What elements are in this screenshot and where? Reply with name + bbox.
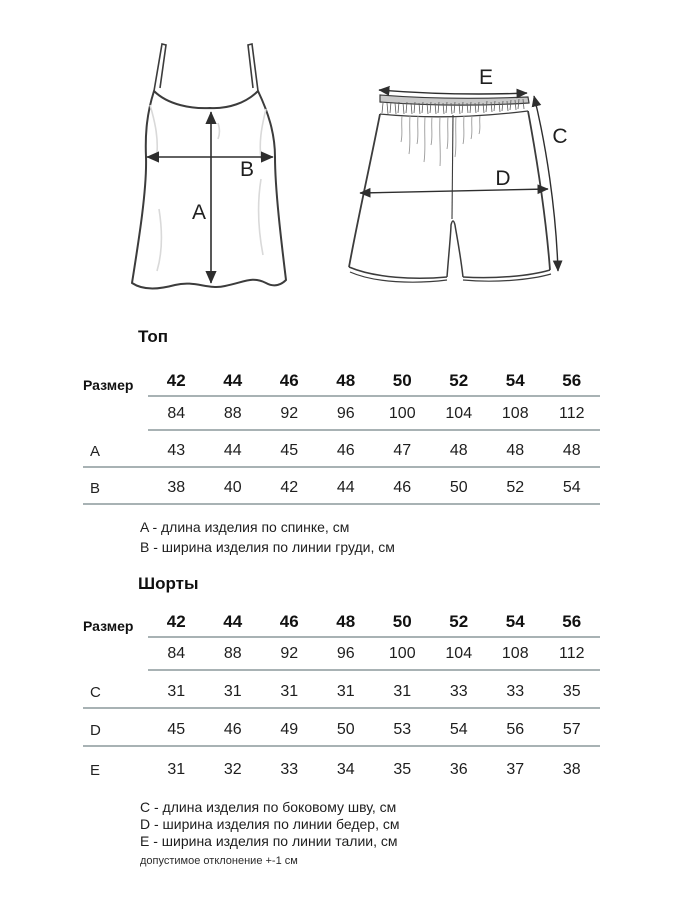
size-header: 50	[392, 371, 412, 390]
shorts-drawing	[330, 53, 595, 315]
chest-value: 96	[336, 645, 355, 662]
row-label: C	[90, 684, 101, 701]
note-b: B - ширина изделия по линии груди, см	[140, 539, 395, 555]
measure-value: 45	[167, 721, 186, 738]
size-header: 44	[223, 371, 243, 390]
size-header: 54	[505, 371, 525, 390]
measure-value: 31	[167, 683, 186, 700]
chest-value: 84	[167, 645, 186, 662]
tolerance-note: допустимое отклонение +-1 см	[140, 855, 298, 867]
shorts-measure-notes	[140, 799, 400, 850]
measure-value: 46	[336, 442, 355, 459]
measure-value: 42	[280, 479, 299, 496]
size-header: 46	[279, 612, 299, 631]
top-measure-notes	[140, 517, 395, 557]
size-header: 48	[336, 371, 356, 390]
chest-value: 92	[280, 405, 299, 422]
top-size-table	[83, 361, 600, 505]
measure-value: 31	[280, 683, 299, 700]
top-row-a	[83, 431, 600, 468]
measure-value: 33	[280, 761, 299, 778]
shorts-label-d: D	[495, 167, 511, 190]
measure-value: 50	[336, 721, 355, 738]
measure-value: 38	[562, 761, 581, 778]
measure-value: 54	[449, 721, 468, 738]
measure-value: 53	[393, 721, 412, 738]
measure-value: 48	[449, 442, 468, 459]
chest-value: 96	[336, 405, 355, 422]
chest-value: 112	[558, 645, 585, 662]
measure-value: 38	[167, 479, 186, 496]
camisole-drawing	[100, 27, 320, 317]
size-header: 50	[392, 612, 412, 631]
measure-value: 40	[223, 479, 242, 496]
shorts-waist-arrow	[379, 90, 527, 94]
measure-value: 31	[393, 683, 412, 700]
chest-value: 100	[388, 645, 416, 662]
measure-value: 31	[223, 683, 242, 700]
chest-value: 112	[558, 405, 585, 422]
size-header: 56	[562, 612, 582, 631]
shorts-row-e	[83, 747, 600, 785]
measure-value: 56	[506, 721, 525, 738]
measure-value: 36	[449, 761, 468, 778]
measure-value: 44	[336, 479, 355, 496]
measure-value: 45	[280, 442, 299, 459]
measure-value: 48	[506, 442, 525, 459]
shorts-chest-row	[83, 638, 600, 671]
note-a: A - длина изделия по спинке, см	[140, 519, 350, 535]
measure-value: 57	[562, 721, 581, 738]
top-table-header-row	[83, 361, 600, 397]
chest-value: 108	[501, 405, 529, 422]
chest-value: 92	[280, 645, 299, 662]
size-header: 46	[279, 371, 299, 390]
chest-value: 104	[445, 645, 473, 662]
measure-value: 37	[506, 761, 525, 778]
shorts-label-c: C	[552, 125, 568, 148]
measure-value: 35	[562, 683, 581, 700]
chest-value: 104	[445, 405, 473, 422]
measure-value: 31	[167, 761, 186, 778]
measure-value: 54	[562, 479, 581, 496]
measure-value: 33	[449, 683, 468, 700]
shorts-row-c	[83, 671, 600, 709]
size-column-label: Размер	[83, 377, 134, 393]
measure-value: 32	[223, 761, 242, 778]
note-d: D - ширина изделия по линии бедер, см	[140, 816, 400, 832]
chest-value: 84	[167, 405, 186, 422]
note-c: C - длина изделия по боковому шву, см	[140, 799, 397, 815]
row-label: A	[90, 443, 101, 460]
size-header: 44	[223, 612, 243, 631]
size-header: 42	[166, 371, 186, 390]
measure-value: 31	[336, 683, 355, 700]
measure-value: 48	[562, 442, 581, 459]
row-label: D	[90, 722, 101, 739]
top-label-b: B	[239, 158, 255, 181]
note-e: E - ширина изделия по линии талии, см	[140, 833, 398, 849]
top-section-title: Топ	[138, 327, 168, 346]
measure-value: 47	[393, 442, 412, 459]
top-row-b	[83, 468, 600, 505]
top-label-a: A	[191, 201, 207, 224]
measure-value: 34	[336, 761, 355, 778]
measure-value: 52	[506, 479, 525, 496]
row-label: E	[90, 762, 101, 779]
row-label: B	[90, 480, 101, 497]
measure-value: 44	[223, 442, 242, 459]
shorts-table-header-row	[83, 602, 600, 638]
size-header: 56	[562, 371, 582, 390]
measure-value: 46	[393, 479, 412, 496]
measure-value: 35	[393, 761, 412, 778]
size-column-label: Размер	[83, 618, 134, 634]
measure-value: 50	[449, 479, 468, 496]
shorts-label-e: E	[478, 66, 494, 89]
size-header: 48	[336, 612, 356, 631]
measure-value: 46	[223, 721, 242, 738]
camisole-straps	[154, 44, 258, 91]
size-header: 42	[166, 612, 186, 631]
chest-value: 88	[223, 405, 242, 422]
shorts-size-table	[83, 602, 600, 785]
chest-value: 100	[388, 405, 416, 422]
size-header: 54	[505, 612, 525, 631]
top-chest-row	[83, 397, 600, 431]
chest-value: 88	[223, 645, 242, 662]
size-header: 52	[449, 371, 469, 390]
shorts-row-d	[83, 709, 600, 747]
measure-value: 43	[167, 442, 186, 459]
measure-value: 49	[280, 721, 299, 738]
measure-value: 33	[506, 683, 525, 700]
chest-value: 108	[501, 645, 529, 662]
shorts-section-title: Шорты	[138, 574, 199, 593]
size-header: 52	[449, 612, 469, 631]
